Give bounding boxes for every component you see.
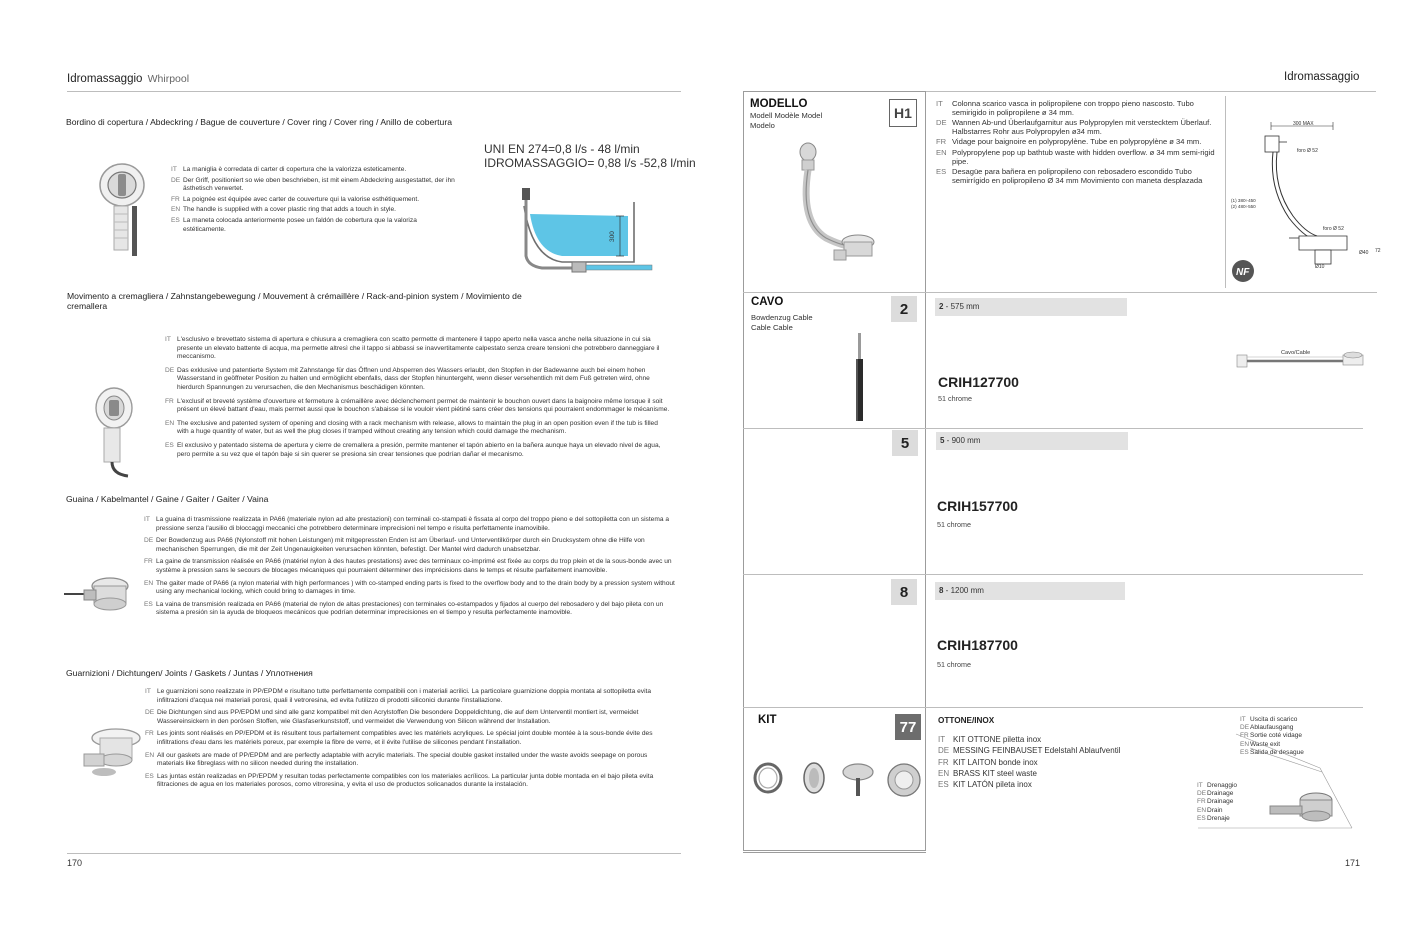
left-header-rule	[67, 91, 681, 92]
cable-badge: 5	[892, 430, 918, 456]
right-footer-rule	[743, 852, 926, 853]
modello-text-row: ES Desagüe para bañera en polipropileno con rebosadero escondido Tubo semirrígido en polipropileno Ø 34 mm Movimiento con maneta desplazada	[936, 167, 1203, 185]
waste-exit-row: IT Uscita di scarico	[1240, 716, 1298, 723]
drain-label-row: ES Drenaje	[1197, 814, 1230, 822]
gaiter-section-title: Guaina / Kabelmantel / Gaine / Gaiter / Gaiter / Vaina	[66, 494, 269, 504]
gaiter-text-row: ES La vaina de transmisión realizada en PA66 (material de nylon de altas prestaciones) con terminales co-estampados y fijados al cuerpo del rebosadero y del bajo pileta con un sistema a presión sin la ayuda de bloqueos mecánicos que podrían determinar imprecisiones en el tiempo y resulta perfectamente inamovible.	[144, 600, 664, 617]
kit-text-row: FR KIT LAITON bonde inox	[938, 757, 1038, 767]
drawing-max-label: 300 MAX	[1293, 121, 1314, 127]
kit-heading: OTTONE/INOX	[938, 716, 995, 725]
kit-text-row: IT KIT OTTONE piletta inox	[938, 735, 1042, 744]
drain-label-row: IT Drenaggio	[1197, 782, 1237, 789]
modello-drawing-divider	[1225, 96, 1226, 288]
modello-texts	[936, 100, 1218, 185]
cover-texts	[171, 166, 461, 234]
drawing-foro-upper: foro Ø 52	[1297, 148, 1318, 154]
gaskets-section-title: Guarnizioni / Dichtungen/ Joints / Gaskets / Juntas / Уплотнения	[66, 668, 313, 678]
right-page-number: 171	[1345, 858, 1361, 868]
cable-drawing-label: Cavo/Cable	[1281, 350, 1311, 356]
gaskets-text-row: DE Die Dichtungen sind aus PP/EPDM und sind alle ganz kompatibel mit den Acrylstoffen Die besondere Doppeldichtung, die auf dem Unterventil montiert ist, vermeidet Wassereinsickern in den porösen Stoffen, wie Glasfaserkunststoff, und vermeidet die Verwendung von Silicon während der Installation.	[145, 709, 639, 725]
modello-text-row: IT Colonna scarico vasca in polipropilene con troppo pieno nascosto. Tubo semirigido in polipropilene ø 34 mm.	[936, 99, 1194, 117]
cable-length-bar: 8 - 1200 mm	[935, 582, 1125, 600]
row-divider-2	[743, 428, 1363, 429]
table-top-rule	[926, 91, 1376, 92]
gaiter-text-row: DE Der Bowdenzug aus PA66 (Nylonstoff mit hohen Leistungen) mit mitgepressten Enden ist am Überlauf- und Unterventilkörper durch ein Drucksystem ohne die Hilfe von mechanischen Sperrungen, die mit der Zeit Ungenauigkeiten verursachen könnten, befestigt. Der Mantel wird dadurch unabsetzbar.	[144, 537, 645, 553]
rack-text-row: EN The exclusive and patented system of opening and closing with a rack mechanism with release, allows to maintain the plug in an open position even if the tub is filled with a huge quantity of water, but as well the plug closes if tramped without creating any tension which could damage the mechanism.	[165, 419, 658, 436]
flow-rate-line-1: UNI EN 274=0,8 l/s - 48 l/min	[484, 142, 640, 156]
row-divider-3	[743, 574, 1363, 575]
rack-texts	[165, 336, 670, 459]
kit-waste-drawing	[1196, 720, 1366, 832]
cable-product-code: CRIH127700	[938, 374, 1019, 390]
modello-text-row: EN Polypropylene pop up bathtub waste with hidden overflow. ø 34 mm semi-rigid pipe.	[936, 147, 1215, 166]
modello-label: MODELLO	[750, 98, 808, 110]
cable-product-code: CRIH157700	[937, 498, 1018, 514]
cable-finish: 51 chrome	[937, 520, 971, 529]
cable-badge: 8	[891, 579, 917, 605]
cover-text-row: FR La poignée est équipée avec carter de couverture qui la valorise esthétiquement.	[171, 195, 420, 203]
cover-text-row: EN The handle is supplied with a cover plastic ring that adds a touch in style.	[171, 206, 396, 214]
kit-texts	[938, 734, 1158, 790]
cable-length-bar: 5 - 900 mm	[936, 432, 1128, 450]
kit-badge: 77	[895, 714, 921, 740]
kit-text-row: ES KIT LATÓN pileta inox	[938, 780, 1032, 790]
rack-text-row: FR L'exclusif et breveté système d'ouverture et fermeture à crémaillère avec déclenchement permet de maintenir le bouchon ouvert dans la baignoire même lorsque il soit présent un élevé battant d'eau, mais permet aussi que le bouchon s'abaisse si le vouloir vient piétiné sans créer des tensions qui pourraient endommager le mécanisme.	[165, 397, 670, 414]
left-footer-rule	[67, 853, 681, 854]
waste-exit-row: DE Ablaufausgang	[1240, 724, 1294, 732]
bathtub-depth-label: 300	[609, 231, 616, 242]
waste-exit-row: FR Sortie coté vidage	[1240, 732, 1303, 740]
cover-text-row: IT La maniglia è corredata di carter di copertura che la valorizza esteticamente.	[171, 166, 407, 173]
modello-technical-drawing	[1229, 118, 1385, 286]
cable-finish: 51 chrome	[938, 394, 972, 403]
rack-mechanism-image	[82, 380, 148, 478]
kit-components-image	[752, 758, 924, 802]
flow-rate-spec	[484, 142, 696, 170]
right-header-title: Idromassaggio	[1284, 71, 1360, 83]
kit-label: KIT	[758, 714, 777, 726]
rack-text-row: IT L'esclusivo e brevettato sistema di apertura e chiusura a cremagliera con scatto permette di mantenere il tappo aperto nella vasca anche nella situazione in cui sia presente un elevato battente di acqua, ma permette altresì che il tappo si abbassi se inavvertitamente calpestato senza creare tensioni che potrebbero danneggiare il meccanismo.	[165, 336, 660, 361]
gaiter-text-row: IT La guaina di trasmissione realizzata in PA66 (materiale nylon ad alte prestazioni) con terminali co-stampati è fissata al corpo del troppo pieno e del sottopiletta con un sistema a pressione senza l'ausilio di bloccaggi meccanici che potrebbero determinare imprecisioni nel tempo e risulta perfettamente inamovibile.	[144, 516, 670, 532]
cable-finish: 51 chrome	[937, 660, 971, 669]
drawing-foro-lower: foro Ø 52	[1323, 226, 1344, 232]
cavo-sub-1: Bowdenzug Cable	[751, 313, 813, 322]
gaskets-text-row: ES Las juntas están realizadas en PP/EPDM y resultan todas perfectamente compatibles con los materiales acrílicos. La particular junta doble montada en el bajo pileta evita filtraciones de agua en los materiales porosos, como vitroresina, y evita el uso de productos solicanados durante la instalación.	[145, 772, 654, 789]
modello-text-row: FR Vidage pour baignoire en polypropylène. Tube en polypropylène ø 34 mm.	[936, 137, 1202, 147]
drawing-d40: Ø40	[1359, 250, 1369, 256]
rack-text-row: ES El exclusivo y patentado sistema de apertura y cierre de cremallera a presión, permite mantener el tapón abierto en la bañera aunque haya un elevado nivel de agua, pero permite a su vez que el tapón baje si sin querer se presiona sin crear tensiones que podrían dañar el mecanismo.	[165, 441, 661, 458]
cable-badge: 2	[891, 296, 917, 322]
drain-label-row: DE Drainage	[1197, 790, 1234, 798]
left-page-number: 170	[67, 858, 83, 868]
drawing-note-1: (1) 380÷450	[1231, 198, 1256, 203]
drain-label-row: EN Drain	[1197, 806, 1223, 814]
drain-label-row: FR Drainage	[1197, 798, 1234, 806]
left-header-subtitle: Whirpool	[147, 73, 190, 85]
cover-text-row: DE Der Griff, positioniert so wie oben beschrieben, ist mit einem Abdeckring ausgestattet, der ihn ästhetisch verwertet.	[171, 176, 455, 193]
cavo-sub-2: Cable Cable	[751, 323, 793, 332]
bathtub-diagram	[516, 176, 656, 276]
drawing-note-2: (2) 480÷550	[1231, 204, 1256, 209]
cover-section-title: Bordino di copertura / Abdeckring / Bague de couverture / Cover ring / Cover ring / Anillo de cobertura	[66, 117, 452, 127]
cable-length-bar: 2 - 575 mm	[935, 298, 1127, 316]
left-header-title: Idromassaggio	[67, 73, 143, 85]
modello-text-row: DE Wannen Ab-und Überlaufgarnitur aus Polypropylen mit verstecktem Überlauf. Halbstarres Rohr aus Polypropylen ø34 mm.	[936, 118, 1212, 136]
kit-text-row: EN BRASS KIT steel waste	[938, 768, 1037, 778]
cable-image	[850, 333, 870, 423]
modello-badge	[889, 99, 917, 127]
flow-rate-line-2: IDROMASSAGGIO= 0,88 l/s -52,8 l/min	[484, 156, 696, 170]
waste-exit-row: ES Salida de desague	[1240, 748, 1304, 756]
gaskets-text-row: IT Le guarnizioni sono realizzate in PP/EPDM e risultano tutte perfettamente compatibili con i materiali acrilici. La particolare guarnizione doppia montata al sottopiletta evita infiltrazioni d'acqua nei materiali porosi, quali il vetroresina, ed evita l'utilizzo di prodotti siliconici durante l'installazione.	[145, 688, 652, 704]
cavo-label: CAVO	[751, 296, 784, 308]
gaskets-text-row: FR Les joints sont réalisés en PP/EPDM et ils résultent tous parfaitement compatibles avec les matériels acryliques. Le spécial joint double montée à la sous-bonde évite des infiltrations d'eau dans les matériels poreux, par exemple la fibre de verre, et il évite l'utilise de silicones pendant l'installation.	[145, 730, 653, 746]
gaskets-text-row: EN All our gaskets are made of PP/EPDM and are perfectly adaptable with acrylic materials. The special double gasket installed under the waste avoids seepage on porous materials like fibreglass with no silicon needed during the installation.	[145, 751, 648, 768]
row-divider-4	[743, 707, 1363, 708]
left-header	[67, 73, 189, 85]
kit-text-row: DE MESSING FEINBAUSET Edelstahl Ablaufventil	[938, 746, 1121, 756]
rack-section-title: Movimento a cremagliera / Zahnstangebewegung / Mouvement à crémaillère / Rack-and-pinion system / Movimiento de cremallera	[67, 291, 522, 311]
gaskets-texts	[145, 688, 673, 790]
drawing-d72: 72	[1375, 248, 1381, 254]
modello-sub-1: Modell Modèle Model	[750, 111, 823, 120]
modello-sub-2: Modelo	[750, 121, 775, 130]
row-divider-1	[743, 292, 1377, 293]
nf-certification-mark: NF	[1236, 267, 1250, 278]
modello-badge-text: H1	[894, 105, 912, 121]
modello-product-image	[786, 142, 882, 270]
cover-handle-image	[92, 160, 154, 258]
gaiter-texts	[144, 516, 681, 618]
drawing-d10: Ø10	[1315, 264, 1325, 270]
gaiter-text-row: EN The gaiter made of PA66 (a nylon material with high performances ) with co-stamped ending parts is fixed to the overflow body and to the drain body by a pression system without using any mechanical locking, which could bring to damages in time.	[144, 579, 675, 596]
waste-exit-row: EN Waste exit	[1240, 740, 1281, 748]
cable-drawing	[1233, 345, 1373, 375]
rack-text-row: DE Das exklusive und patentierte System mit Zahnstange für das Öffnen und Absperren des Wassers erlaubt, den Stopfen in der Badewanne auch bei einem hohen Wasserstand in geöffneter Position zu halten und ermöglicht ebenfalls, dass der Stopfen hinuntergeht, wenn dieser versehentlich mit dem Fuß getreten wird, ohne hierdurch Spannungen zu verursachen, die den Mechanismus beschädigen könnten.	[165, 366, 650, 391]
gasket-image	[80, 726, 146, 780]
cover-text-row: ES La maneta colocada anteriormente posee un faldón de cobertura que la valoriza estéticamente.	[171, 216, 417, 233]
gaiter-image	[64, 570, 134, 620]
gaiter-text-row: FR La gaine de transmission réalisée en PA66 (matériel nylon à des hautes prestations) avec des terminaux co-imprimé est fixée au corps du trop plein et de la sous-bonde avec un système à pression sans le secours de blocages mécaniques qui pourraient déterminer des imprécisions dans le temps et résulte parfaitement inamovible.	[144, 558, 672, 574]
cable-product-code: CRIH187700	[937, 637, 1018, 653]
